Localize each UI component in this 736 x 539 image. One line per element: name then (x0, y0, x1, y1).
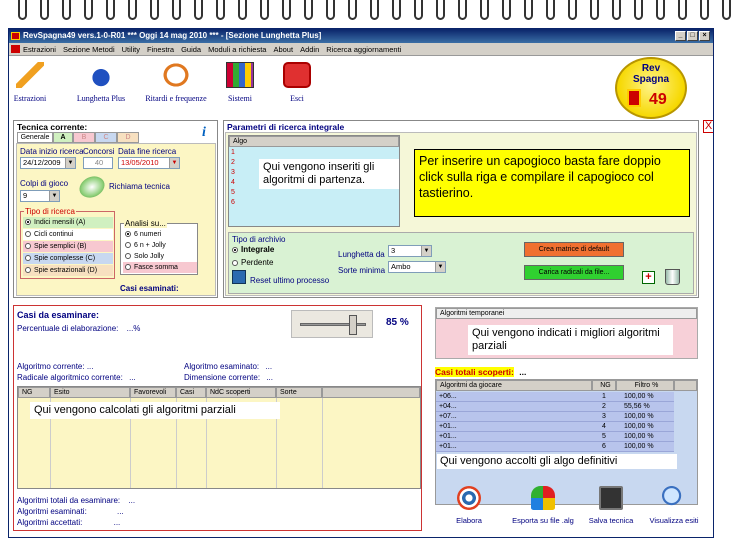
spiral-binding (0, 0, 736, 28)
spiral-ring (678, 0, 687, 20)
spiral-ring (568, 0, 577, 20)
tipo-option[interactable]: Cicli continui (23, 229, 113, 240)
algo-row-number[interactable]: 5 (231, 189, 235, 196)
spiral-ring (150, 0, 159, 20)
menu-item[interactable]: Moduli a richiesta (208, 45, 267, 54)
spiral-ring (700, 0, 709, 20)
toolbar-ritardi-e-frequenze-button[interactable]: Ritardi e frequenze (135, 62, 217, 103)
analisi-option[interactable]: 6 numeri (123, 229, 197, 240)
chevron-down-icon[interactable]: ▼ (421, 246, 431, 256)
elabora-button[interactable]: Elabora (447, 486, 491, 525)
menu-bar (9, 43, 713, 56)
ng-cell: 2 (602, 403, 606, 410)
table-row[interactable] (436, 432, 674, 442)
radio-icon (25, 231, 31, 237)
temporanei-panel[interactable]: Algoritmi temporanei Qui vengono indicati i migliori algoritmi parziali (435, 307, 698, 359)
algo-row-number[interactable]: 6 (231, 199, 235, 206)
scoperti-callout: Qui vengono accolti gli algo definitivi (437, 454, 677, 469)
filtro-cell: 100,00 % (624, 423, 654, 430)
close-panel-icon[interactable]: X (704, 120, 713, 132)
slider-thumb[interactable] (349, 315, 357, 335)
column-header[interactable]: Algoritmi da giocare (436, 380, 592, 391)
alg-totali: Algoritmi totali da esaminare: ... (17, 496, 136, 505)
menu-item[interactable]: Ricerca aggiornamenti (326, 45, 402, 54)
parametri-panel (223, 120, 699, 298)
ng-cell: 3 (602, 413, 606, 420)
algo-cell: +01... (439, 423, 457, 430)
spiral-ring (62, 0, 71, 20)
toolbar-esci-button[interactable]: Esci (277, 62, 317, 103)
column-filler (674, 380, 697, 391)
floppy-disk-icon (599, 486, 623, 510)
capogioco-callout: Per inserire un capogioco basta fare doppio click sulla riga e compilare il capogioco col tastierino. (414, 149, 690, 217)
ng-cell: 6 (602, 443, 606, 450)
column-filler (322, 387, 420, 398)
power-icon (283, 62, 311, 88)
alg-esaminato: Algoritmo esaminato: ... (184, 362, 273, 371)
toolbar-lunghetta-plus-button[interactable]: Lunghetta Plus (67, 62, 135, 103)
crea-matrice-button[interactable]: Crea matrice di default (524, 242, 624, 257)
algo-cell: +07... (439, 413, 457, 420)
pencil-icon (16, 62, 44, 88)
analisi-option[interactable]: Solo Jolly (123, 251, 197, 262)
ng-cell: 4 (602, 423, 606, 430)
percentuale-label: Percentuale di elaborazione: ...% (17, 324, 141, 333)
info-icon[interactable]: i (202, 125, 206, 140)
spiral-ring (502, 0, 511, 20)
column-header[interactable]: NG (18, 387, 50, 398)
richiama-tecnica-label[interactable]: Richiama tecnica (109, 182, 170, 191)
tipo-option[interactable]: Spie complesse (C) (23, 253, 113, 264)
spiral-ring (656, 0, 665, 20)
filtro-cell: 55,56 % (624, 403, 650, 410)
spiral-ring (326, 0, 335, 20)
spiral-ring (436, 0, 445, 20)
casi-esaminati-label: Casi esaminati: (120, 284, 179, 293)
algo-row-number[interactable]: 3 (231, 169, 235, 176)
alg-esaminati: Algoritmi esaminati: ... (17, 507, 124, 516)
filtro-cell: 100,00 % (624, 393, 654, 400)
radicale-corrente: Radicale algoritmico corrente: ... (17, 373, 136, 382)
table-row[interactable] (436, 402, 674, 412)
dimensione-corrente: Dimensione corrente: ... (184, 373, 273, 382)
tipo-option[interactable]: Indici mensili (A) (23, 217, 113, 228)
menu-app-icon (11, 45, 20, 53)
analisi-option[interactable]: 6 n + Jolly (123, 240, 197, 251)
butterfly-icon (531, 486, 555, 510)
spiral-ring (634, 0, 643, 20)
spiral-ring (40, 0, 49, 20)
spiral-ring (238, 0, 247, 20)
tecnica-body (16, 143, 216, 296)
concorsi-label: Concorsi (83, 147, 115, 156)
recycle-bin-icon[interactable] (665, 269, 680, 285)
chevron-down-icon[interactable]: ▼ (435, 262, 445, 272)
radio-icon (125, 242, 131, 248)
analisi-option[interactable]: Fasce somma (123, 262, 197, 273)
spiral-ring (216, 0, 225, 20)
table-row[interactable] (436, 422, 674, 432)
algo-cell: +01... (439, 433, 457, 440)
filtro-cell: 100,00 % (624, 433, 654, 440)
data-fine-field[interactable]: 13/05/2010 ▼ (118, 157, 180, 169)
carica-radicali-button[interactable]: Carica radicali da file... (524, 265, 624, 280)
reset-label[interactable]: Reset ultimo processo (250, 276, 330, 285)
grid-icon (226, 62, 254, 88)
ng-cell: 1 (602, 393, 606, 400)
toolbar-estrazioni-button[interactable]: Estrazioni (9, 62, 51, 103)
tab-a[interactable]: A (53, 132, 73, 143)
tecnica-title: Tecnica corrente: (17, 122, 88, 132)
archivio-label: Tipo di archivio (232, 235, 286, 244)
filtro-cell: 100,00 % (624, 443, 654, 450)
chevron-down-icon[interactable]: ▼ (49, 191, 59, 201)
clock-icon (162, 62, 190, 88)
app-window (8, 28, 714, 538)
column-header[interactable]: NdC scoperti (206, 387, 276, 398)
column-header[interactable]: Favorevoli (130, 387, 176, 398)
temporanei-callout: Qui vengono indicati i migliori algoritmi parziali (468, 325, 673, 355)
algo-row-number[interactable]: 1 (231, 149, 235, 156)
algo-row-number[interactable]: 2 (231, 159, 235, 166)
ng-cell: 5 (602, 433, 606, 440)
spiral-ring (348, 0, 357, 20)
window-title: RevSpagna49 vers.1-0-R01 *** Oggi 14 mag 2010 *** - [Sezione Lunghetta Plus] (23, 31, 322, 40)
table-row[interactable] (436, 412, 674, 422)
spiral-ring (370, 0, 379, 20)
radio-icon (125, 264, 131, 270)
numbers-icon (87, 62, 115, 88)
integrale-radio[interactable]: Integrale (232, 245, 274, 254)
toolbar-sistemi-button[interactable]: Sistemi (217, 62, 263, 103)
esporta-su-file-alg-button[interactable]: Esporta su file .alg (507, 486, 579, 525)
close-window-button[interactable]: × (699, 31, 710, 41)
maximize-button[interactable]: □ (687, 31, 698, 41)
parziali-callout: Qui vengono calcolati gli algoritmi parziali (30, 402, 280, 419)
table-row[interactable] (436, 442, 674, 452)
spiral-ring (282, 0, 291, 20)
parametri-title: Parametri di ricerca integrale (227, 122, 345, 132)
sorte-label: Sorte minima (338, 266, 386, 275)
spiral-ring (590, 0, 599, 20)
magnifier-icon (662, 486, 686, 510)
spiral-ring (612, 0, 621, 20)
spiral-ring (392, 0, 401, 20)
spiral-ring (480, 0, 489, 20)
casi-title: Casi da esaminare: (17, 310, 100, 320)
menu-item[interactable]: Sezione Metodi (62, 45, 115, 54)
algo-cell: +04... (439, 403, 457, 410)
column-header[interactable]: Filtro % (616, 380, 674, 391)
reset-icon[interactable] (232, 270, 246, 284)
spiral-ring (304, 0, 313, 20)
algo-cell: +01... (439, 443, 457, 450)
chevron-down-icon[interactable]: ▼ (169, 158, 179, 168)
algo-row-number[interactable]: 4 (231, 179, 235, 186)
spiral-ring (84, 0, 93, 20)
spain-crest-icon (627, 89, 641, 107)
analisi-group: Analisi su... 6 numeri 6 n + Jolly Solo Jolly Fasce somma (120, 223, 198, 275)
radio-icon (25, 255, 31, 261)
spiral-ring (128, 0, 137, 20)
spiral-ring (414, 0, 423, 20)
tecnica-tabs (17, 132, 167, 143)
radio-off-icon (232, 260, 238, 266)
radio-icon (25, 243, 31, 249)
algo-cell: +06... (439, 393, 457, 400)
spiral-ring (458, 0, 467, 20)
richiama-tecnica-icon[interactable] (76, 172, 108, 201)
alg-accettati: Algoritmi accettati: ... (17, 518, 121, 527)
spiral-ring (172, 0, 181, 20)
scoperti-title: Casi totali scoperti: ... (435, 367, 527, 377)
tab-b[interactable]: B (73, 132, 95, 143)
spiral-ring (722, 0, 731, 20)
grid-line (322, 398, 323, 488)
radio-icon (125, 253, 131, 259)
algo-callout: Qui vengono inseriti gli algoritmi di partenza. (259, 159, 399, 189)
filtro-cell: 100,00 % (624, 413, 654, 420)
spiral-ring (546, 0, 555, 20)
menu-item[interactable]: Guida (181, 45, 202, 54)
table-row[interactable] (436, 392, 674, 402)
perdente-radio[interactable]: Perdente (232, 258, 273, 267)
progress-percent: 85 % (386, 317, 409, 328)
menu-item[interactable]: Finestra (146, 45, 175, 54)
spiral-ring (194, 0, 203, 20)
tab-d[interactable]: D (117, 132, 139, 143)
colpi-select[interactable]: 9 ▼ (20, 190, 60, 202)
algo-grid[interactable]: Algo 1 2 3 4 5 6 (228, 135, 400, 227)
tipo-option[interactable]: Spie semplici (B) (23, 241, 113, 252)
casi-panel (13, 305, 422, 531)
tab-generale[interactable]: Generale (17, 132, 53, 143)
spiral-ring (524, 0, 533, 20)
target-icon (457, 486, 481, 510)
alg-corrente: Algoritmo corrente: ... (17, 362, 94, 371)
radio-icon (25, 219, 31, 225)
sorte-select[interactable]: Ambo ▼ (388, 261, 446, 273)
menu-item[interactable]: Addin (300, 45, 320, 54)
salva-tecnica-button[interactable]: Salva tecnica (585, 486, 637, 525)
tecnica-panel (13, 120, 218, 298)
column-header[interactable]: Sorte (276, 387, 322, 398)
concorsi-field[interactable]: 40 (83, 157, 113, 169)
data-inizio-field[interactable]: 24/12/2009 ▼ (20, 157, 76, 169)
app-icon (11, 32, 20, 40)
title-bar (9, 29, 713, 43)
column-header[interactable]: Esito (50, 387, 130, 398)
revspagna-logo: Rev Spagna 49 (615, 57, 687, 119)
lunghetta-label: Lunghetta da (338, 250, 385, 259)
spiral-ring (18, 0, 27, 20)
menu-item[interactable]: About (273, 45, 294, 54)
radio-icon (25, 267, 31, 273)
progress-slider[interactable] (291, 310, 373, 338)
data-inizio-label: Data inizio ricerca (20, 147, 84, 156)
spiral-ring (260, 0, 269, 20)
chevron-down-icon[interactable]: ▼ (65, 158, 75, 168)
menu-item[interactable]: Utility (121, 45, 140, 54)
column-header[interactable]: NG (592, 380, 616, 391)
tipo-option[interactable]: Spie estrazionali (D) (23, 265, 113, 276)
column-header[interactable]: Casi (176, 387, 206, 398)
tipo-ricerca-group: Tipo di ricerca Indici mensili (A) Cicli continui Spie semplici (B) Spie complesse (C) Spie estrazionali (D) (20, 211, 115, 279)
lunghetta-select[interactable]: 3 ▼ (388, 245, 432, 257)
menu-item[interactable]: Estrazioni (23, 45, 56, 54)
data-fine-label: Data fine ricerca (118, 147, 177, 156)
colpi-label: Colpi di gioco (20, 179, 69, 188)
tab-c[interactable]: C (95, 132, 117, 143)
visualizza-esiti-button[interactable]: Visualizza esiti (641, 486, 707, 525)
spiral-ring (106, 0, 115, 20)
minimize-button[interactable]: _ (675, 31, 686, 41)
radio-on-icon (232, 247, 238, 253)
add-plus-button[interactable]: + (642, 271, 655, 284)
radio-icon (125, 231, 131, 237)
